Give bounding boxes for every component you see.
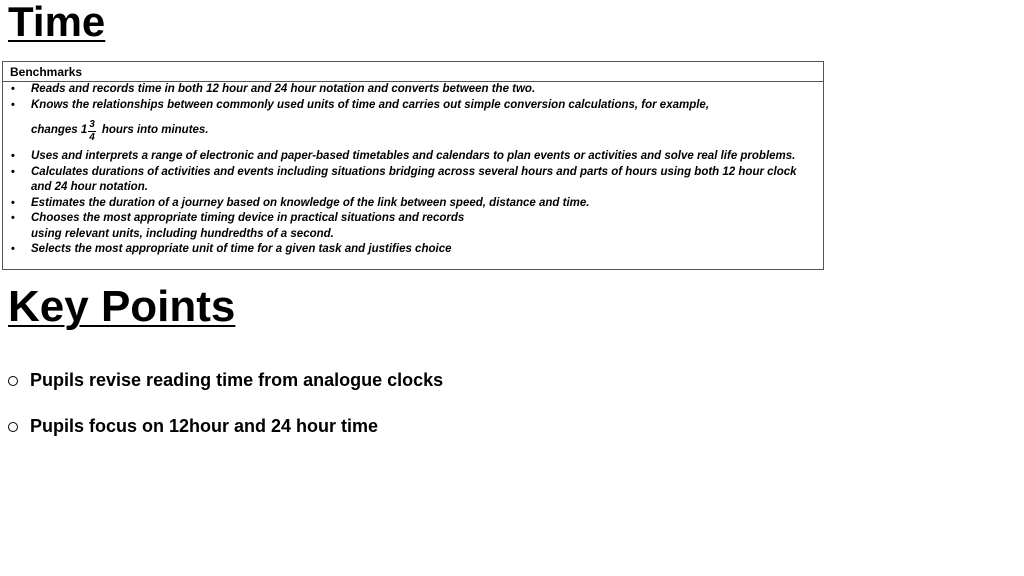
benchmark-item — [3, 149, 823, 165]
benchmarks-header: Benchmarks — [3, 62, 823, 82]
benchmark-item — [3, 165, 823, 196]
page-title: Time — [8, 0, 106, 45]
benchmark-item — [3, 242, 823, 258]
benchmark-text: Reads and records time in both 12 hour and 24 hour notation and converts between the two. — [31, 83, 536, 95]
bullet-dot-icon: • — [11, 98, 15, 111]
benchmark-text: Estimates the duration of a journey based on knowledge of the link between speed, distance and time. — [31, 196, 590, 209]
key-point-item — [8, 366, 443, 394]
fraction — [88, 119, 96, 144]
benchmark-item — [3, 211, 823, 242]
benchmark-text: Selects the most appropriate unit of time for a given task and justifies choice — [31, 243, 452, 255]
benchmark-text: Chooses the most appropriate timing device in practical situations and records — [31, 212, 465, 224]
benchmark-item — [3, 196, 823, 212]
bullet-dot-icon: • — [11, 83, 15, 95]
benchmark-text: changes 1 — [31, 124, 88, 137]
benchmark-text: Knows the relationships between commonly used units of time and carries out simple conversion calculations, for example, — [31, 98, 710, 111]
fraction-denominator: 4 — [89, 131, 95, 143]
circle-bullet-icon — [8, 376, 18, 386]
circle-bullet-icon — [8, 422, 18, 432]
key-point-item — [8, 412, 443, 440]
bullet-dot-icon: • — [11, 150, 15, 162]
benchmark-text: hours into minutes. — [101, 124, 209, 137]
key-point-text: Pupils revise reading time from analogue clocks — [30, 369, 444, 390]
benchmarks-list — [3, 82, 823, 258]
bullet-dot-icon: • — [11, 165, 15, 178]
benchmark-text: using relevant units, including hundredths of a second. — [31, 227, 334, 240]
benchmark-fraction-line — [31, 113, 813, 149]
benchmark-item — [3, 82, 823, 98]
benchmarks-table — [2, 61, 824, 270]
bullet-dot-icon: • — [11, 243, 15, 255]
key-points-list — [8, 366, 443, 458]
benchmark-item — [3, 98, 823, 150]
benchmark-text: Calculates durations of activities and events including situations bridging across several hours and parts of hours using both 12 hour clock and 24 hour notation. — [31, 165, 797, 193]
bullet-dot-icon: • — [11, 196, 15, 209]
key-points-title: Key Points — [8, 282, 236, 331]
bullet-dot-icon: • — [11, 212, 15, 224]
fraction-numerator: 3 — [89, 118, 95, 130]
benchmark-text: Uses and interprets a range of electronic and paper-based timetables and calendars to plan events or activities and solve real life problems. — [31, 150, 796, 162]
key-point-text: Pupils focus on 12hour and 24 hour time — [30, 415, 379, 436]
